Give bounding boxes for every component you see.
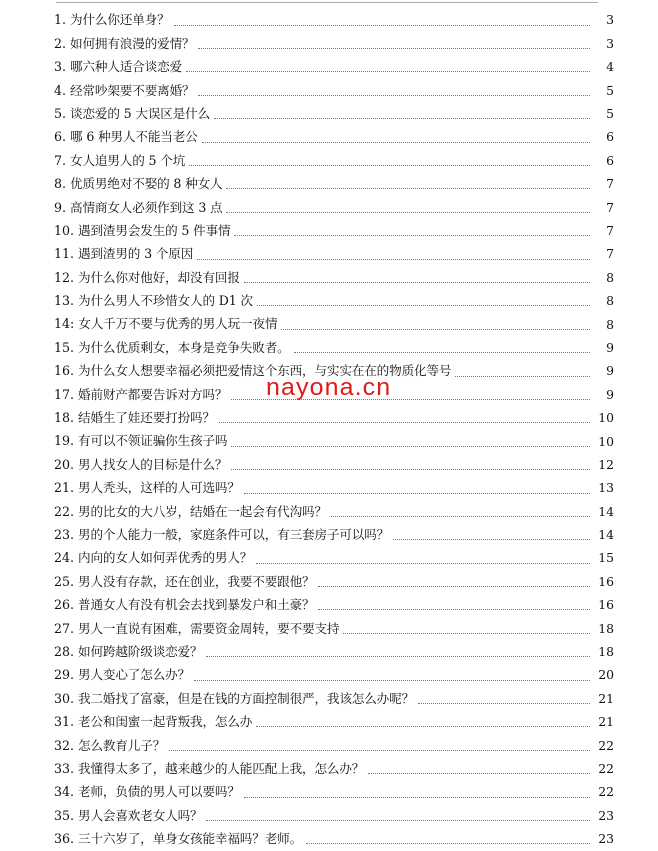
toc-entry-7[interactable]	[54, 149, 614, 172]
toc-entry-page: 7	[606, 246, 614, 262]
toc-entry-number: 5.	[54, 105, 67, 121]
toc-entry-page: 23	[598, 831, 614, 847]
toc-entry-title: 优质男绝对不娶的 8 种女人	[70, 176, 223, 192]
toc-entry-number: 8.	[54, 176, 67, 192]
toc-entry-27[interactable]	[54, 617, 614, 640]
toc-entry-page: 7	[606, 176, 614, 192]
toc-entry-33[interactable]	[54, 758, 614, 781]
toc-entry-23[interactable]	[54, 524, 614, 547]
table-of-contents	[54, 9, 614, 851]
toc-entry-title: 如何跨越阶级谈恋爱？	[78, 643, 203, 659]
toc-dot-leader	[281, 328, 590, 330]
toc-entry-35[interactable]	[54, 804, 614, 827]
toc-entry-number: 12.	[54, 269, 75, 285]
toc-dot-leader	[257, 304, 590, 306]
toc-dot-leader	[368, 772, 590, 774]
toc-entry-10[interactable]	[54, 220, 614, 243]
toc-entry-number: 1.	[54, 12, 67, 28]
toc-entry-22[interactable]	[54, 500, 614, 523]
toc-entry-title: 我懂得太多了，越来越少的人能匹配上我，怎么办？	[78, 760, 365, 776]
toc-entry-number: 36.	[54, 831, 75, 847]
toc-entry-page: 21	[598, 714, 614, 730]
toc-entry-title: 为什么男人不珍惜女人的 D1 次	[78, 293, 253, 309]
toc-entry-page: 16	[598, 573, 614, 589]
toc-entry-title: 普通女人有没有机会去找到暴发户和土豪？	[78, 597, 315, 613]
toc-entry-page: 16	[598, 597, 614, 613]
toc-entry-31[interactable]	[54, 711, 614, 734]
toc-entry-number: 20.	[54, 456, 75, 472]
toc-entry-number: 23.	[54, 526, 75, 542]
toc-entry-15[interactable]	[54, 336, 614, 359]
site-watermark: nayona.cn	[266, 374, 392, 401]
toc-entry-page: 18	[598, 644, 614, 660]
toc-entry-19[interactable]	[54, 430, 614, 453]
toc-entry-1[interactable]	[54, 9, 614, 32]
toc-entry-number: 14:	[54, 316, 75, 332]
toc-dot-leader	[343, 632, 590, 634]
toc-dot-leader	[226, 187, 590, 189]
toc-dot-leader	[231, 445, 590, 447]
toc-entry-13[interactable]	[54, 290, 614, 313]
toc-entry-page: 8	[606, 293, 614, 309]
toc-entry-page: 9	[606, 363, 614, 379]
toc-entry-34[interactable]	[54, 781, 614, 804]
toc-entry-page: 6	[606, 152, 614, 168]
toc-entry-page: 22	[598, 760, 614, 776]
toc-entry-title: 我二婚找了富豪，但是在钱的方面控制很严，我该怎么办呢？	[78, 690, 415, 706]
toc-entry-number: 34.	[54, 784, 75, 800]
toc-entry-number: 7.	[54, 152, 67, 168]
toc-dot-leader	[256, 725, 590, 727]
toc-entry-number: 31.	[54, 714, 75, 730]
toc-entry-page: 6	[606, 129, 614, 145]
toc-dot-leader	[189, 164, 590, 166]
toc-entry-title: 男人秃头，这样的人可选吗？	[78, 480, 240, 496]
toc-dot-leader	[455, 375, 590, 377]
toc-entry-3[interactable]	[54, 56, 614, 79]
toc-dot-leader	[198, 94, 590, 96]
toc-dot-leader	[244, 281, 590, 283]
toc-entry-number: 11.	[54, 246, 75, 262]
toc-entry-4[interactable]	[54, 79, 614, 102]
toc-entry-page: 5	[606, 82, 614, 98]
toc-entry-page: 18	[598, 620, 614, 636]
toc-entry-number: 16.	[54, 363, 75, 379]
toc-dot-leader	[393, 538, 590, 540]
toc-entry-page: 7	[606, 199, 614, 215]
toc-entry-number: 33.	[54, 760, 75, 776]
toc-entry-title: 怎么教育儿子？	[78, 737, 166, 753]
toc-entry-number: 17.	[54, 386, 75, 402]
toc-entry-9[interactable]	[54, 196, 614, 219]
toc-entry-36[interactable]	[54, 828, 614, 851]
toc-entry-page: 12	[598, 456, 614, 472]
toc-entry-title: 男人找女人的目标是什么？	[78, 456, 228, 472]
toc-entry-11[interactable]	[54, 243, 614, 266]
toc-entry-title: 男人变心了怎么办？	[78, 667, 191, 683]
toc-entry-title: 经常吵架要不要离婚？	[70, 82, 195, 98]
toc-entry-number: 26.	[54, 597, 75, 613]
toc-entry-page: 22	[598, 784, 614, 800]
toc-entry-number: 29.	[54, 667, 75, 683]
toc-dot-leader	[197, 258, 590, 260]
toc-dot-leader	[186, 70, 590, 72]
toc-entry-page: 21	[598, 690, 614, 706]
toc-entry-title: 谈恋爱的 5 大误区是什么	[70, 105, 211, 121]
toc-entry-title: 有可以不领证骗你生孩子吗	[78, 433, 228, 449]
toc-entry-page: 9	[606, 339, 614, 355]
toc-entry-page: 14	[598, 527, 614, 543]
toc-dot-leader	[234, 234, 590, 236]
toc-entry-title: 为什么你还单身？	[70, 12, 170, 28]
toc-dot-leader	[294, 351, 590, 353]
toc-entry-number: 4.	[54, 82, 67, 98]
toc-entry-title: 老公和闺蜜一起背叛我，怎么办	[78, 714, 253, 730]
toc-entry-title: 男的比女的大八岁，结婚在一起会有代沟吗？	[78, 503, 327, 519]
toc-entry-page: 8	[606, 316, 614, 332]
toc-entry-30[interactable]	[54, 687, 614, 710]
toc-dot-leader	[418, 702, 590, 704]
toc-entry-number: 21.	[54, 480, 75, 496]
toc-dot-leader	[202, 141, 590, 143]
toc-entry-page: 10	[598, 410, 614, 426]
toc-entry-25[interactable]	[54, 570, 614, 593]
toc-dot-leader	[318, 608, 590, 610]
toc-entry-page: 3	[606, 35, 614, 51]
toc-dot-leader	[331, 515, 590, 517]
toc-dot-leader	[244, 492, 590, 494]
toc-entry-page: 15	[598, 550, 614, 566]
toc-entry-title: 高情商女人必须作到这 3 点	[70, 199, 223, 215]
toc-entry-title: 为什么女人想要幸福必须把爱情这个东西，与实实在在的物质化等号	[78, 363, 452, 379]
toc-entry-title: 男人会喜欢老女人吗？	[78, 807, 203, 823]
toc-entry-number: 15.	[54, 339, 75, 355]
toc-entry-title: 遇到渣男的 3 个原因	[78, 246, 194, 262]
toc-entry-14[interactable]	[54, 313, 614, 336]
toc-dot-leader	[214, 117, 590, 119]
toc-entry-32[interactable]	[54, 734, 614, 757]
toc-entry-number: 25.	[54, 573, 75, 589]
toc-entry-number: 19.	[54, 433, 75, 449]
toc-dot-leader	[194, 679, 590, 681]
toc-entry-title: 三十六岁了，单身女孩能幸福吗？老师。	[78, 831, 303, 847]
toc-entry-number: 30.	[54, 690, 75, 706]
toc-entry-21[interactable]	[54, 477, 614, 500]
toc-entry-number: 2.	[54, 35, 67, 51]
toc-dot-leader	[169, 749, 590, 751]
toc-entry-number: 32.	[54, 737, 75, 753]
toc-dot-leader	[206, 819, 590, 821]
toc-dot-leader	[219, 421, 590, 423]
toc-entry-26[interactable]	[54, 594, 614, 617]
toc-entry-number: 27.	[54, 620, 75, 636]
toc-entry-title: 哪 6 种男人不能当老公	[70, 129, 198, 145]
toc-entry-page: 23	[598, 807, 614, 823]
toc-dot-leader	[306, 842, 590, 844]
toc-entry-title: 为什么优质剩女，本身是竞争失败者。	[78, 339, 290, 355]
toc-entry-page: 8	[606, 269, 614, 285]
toc-entry-title: 女人追男人的 5 个坑	[70, 152, 186, 168]
toc-entry-number: 35.	[54, 807, 75, 823]
toc-entry-20[interactable]	[54, 453, 614, 476]
toc-entry-number: 9.	[54, 199, 67, 215]
toc-entry-number: 28.	[54, 643, 75, 659]
toc-entry-page: 20	[598, 667, 614, 683]
toc-dot-leader	[256, 562, 590, 564]
toc-entry-title: 结婚生了娃还要打扮吗？	[78, 410, 215, 426]
toc-dot-leader	[226, 211, 590, 213]
toc-entry-title: 如何拥有浪漫的爱情？	[70, 35, 195, 51]
toc-entry-page: 7	[606, 223, 614, 238]
toc-entry-page: 5	[606, 106, 614, 122]
toc-entry-page: 3	[606, 12, 614, 28]
toc-entry-number: 6.	[54, 129, 67, 145]
toc-entry-29[interactable]	[54, 664, 614, 687]
toc-entry-page: 4	[606, 59, 614, 75]
toc-entry-5[interactable]	[54, 103, 614, 126]
toc-entry-title: 老师，负债的男人可以要吗？	[78, 784, 240, 800]
toc-entry-number: 13.	[54, 293, 75, 309]
toc-dot-leader	[206, 655, 590, 657]
toc-entry-title: 男的个人能力一般，家庭条件可以，有三套房子可以吗？	[78, 526, 390, 542]
toc-dot-leader	[174, 24, 590, 26]
toc-entry-12[interactable]	[54, 266, 614, 289]
toc-entry-title: 女人千万不要与优秀的男人玩一夜情	[78, 316, 278, 332]
toc-entry-number: 3.	[54, 59, 67, 75]
toc-entry-24[interactable]	[54, 547, 614, 570]
toc-entry-title: 婚前财产都要告诉对方吗？	[78, 386, 228, 402]
toc-entry-number: 18.	[54, 410, 75, 426]
page-top-edge	[0, 0, 658, 6]
toc-entry-6[interactable]	[54, 126, 614, 149]
toc-entry-page: 22	[598, 737, 614, 753]
toc-entry-title: 男人没有存款，还在创业，我要不要跟他？	[78, 573, 315, 589]
toc-dot-leader	[318, 585, 590, 587]
toc-dot-leader	[231, 468, 590, 470]
toc-entry-title: 男人一直说有困难，需要资金周转，要不要支持	[78, 620, 340, 636]
toc-entry-title: 内向的女人如何弄优秀的男人？	[78, 550, 253, 566]
toc-entry-page: 9	[606, 386, 614, 402]
toc-entry-number: 22.	[54, 503, 75, 519]
toc-entry-page: 14	[598, 503, 614, 519]
toc-entry-8[interactable]	[54, 173, 614, 196]
toc-entry-18[interactable]	[54, 407, 614, 430]
toc-entry-page: 10	[598, 433, 614, 449]
toc-dot-leader	[198, 47, 590, 49]
toc-entry-title: 为什么你对他好，却没有回报	[78, 269, 240, 285]
toc-entry-page: 13	[598, 480, 614, 496]
toc-entry-title: 哪六种人适合谈恋爱	[70, 59, 183, 75]
toc-entry-number: 10.	[54, 222, 75, 238]
toc-entry-2[interactable]	[54, 32, 614, 55]
toc-dot-leader	[244, 796, 590, 798]
toc-entry-number: 24.	[54, 550, 75, 566]
toc-entry-title: 遇到渣男会发生的 5 件事情	[78, 222, 231, 238]
toc-entry-28[interactable]	[54, 641, 614, 664]
